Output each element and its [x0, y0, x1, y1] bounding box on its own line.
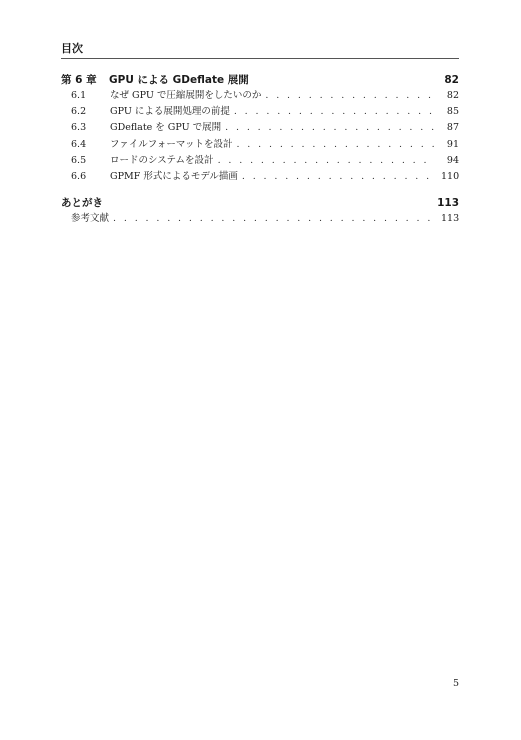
- toc-entry-6-4[interactable]: [61, 137, 459, 153]
- dot-leader: [236, 137, 435, 153]
- toc-entry-references[interactable]: [61, 211, 459, 227]
- dot-leader: [225, 120, 435, 136]
- dot-leader: [265, 88, 435, 104]
- section-number: 6.4: [71, 138, 87, 150]
- toc-entry-6-1[interactable]: [61, 88, 459, 104]
- section-page: 91: [446, 138, 459, 150]
- afterword-page: 113: [437, 197, 459, 210]
- page-header: [61, 40, 459, 59]
- section-page: 82: [446, 90, 459, 101]
- section-number: 6.5: [71, 154, 87, 166]
- page-number: 5: [452, 678, 459, 689]
- section-title: ロードのシステムを設計: [110, 154, 214, 166]
- section-title: GPU による展開処理の前提: [110, 106, 230, 118]
- section-number: 6.3: [71, 122, 87, 134]
- section-number: 6.2: [71, 106, 87, 118]
- toc-chapter-6[interactable]: [61, 72, 459, 88]
- section-page: 113: [441, 213, 460, 225]
- section-title: GPMF 形式によるモデル描画: [110, 170, 238, 182]
- dot-leader: [234, 104, 435, 120]
- section-page: 94: [446, 154, 459, 166]
- section-page: 87: [446, 122, 459, 134]
- chapter-page: 82: [444, 74, 459, 86]
- toc-afterword[interactable]: [61, 195, 459, 211]
- toc-entry-6-6[interactable]: [61, 169, 459, 185]
- section-number: 6.1: [71, 90, 87, 101]
- chapter-title: GPU による GDeflate 展開: [109, 74, 249, 86]
- header-title: 目次: [61, 42, 83, 55]
- table-of-contents: [61, 72, 459, 227]
- dot-leader: [113, 211, 435, 227]
- toc-entry-6-2[interactable]: [61, 104, 459, 120]
- section-title: なぜ GPU で圧縮展開をしたいのか: [110, 90, 262, 101]
- section-title: ファイルフォーマットを設計: [110, 138, 233, 150]
- section-title: GDeflate を GPU で展開: [110, 122, 222, 134]
- section-page: 85: [446, 106, 459, 118]
- toc-entry-6-5[interactable]: [61, 153, 459, 169]
- section-number: 6.6: [71, 170, 87, 182]
- section-page: 110: [441, 170, 460, 182]
- dot-leader: [242, 169, 435, 185]
- afterword-title: あとがき: [61, 197, 103, 210]
- section-gap: [61, 185, 459, 195]
- section-title: 参考文献: [71, 213, 110, 225]
- dot-leader: [218, 153, 435, 169]
- page-footer: [0, 678, 459, 689]
- chapter-number: 第 6 章: [61, 74, 97, 86]
- toc-entry-6-3[interactable]: [61, 120, 459, 136]
